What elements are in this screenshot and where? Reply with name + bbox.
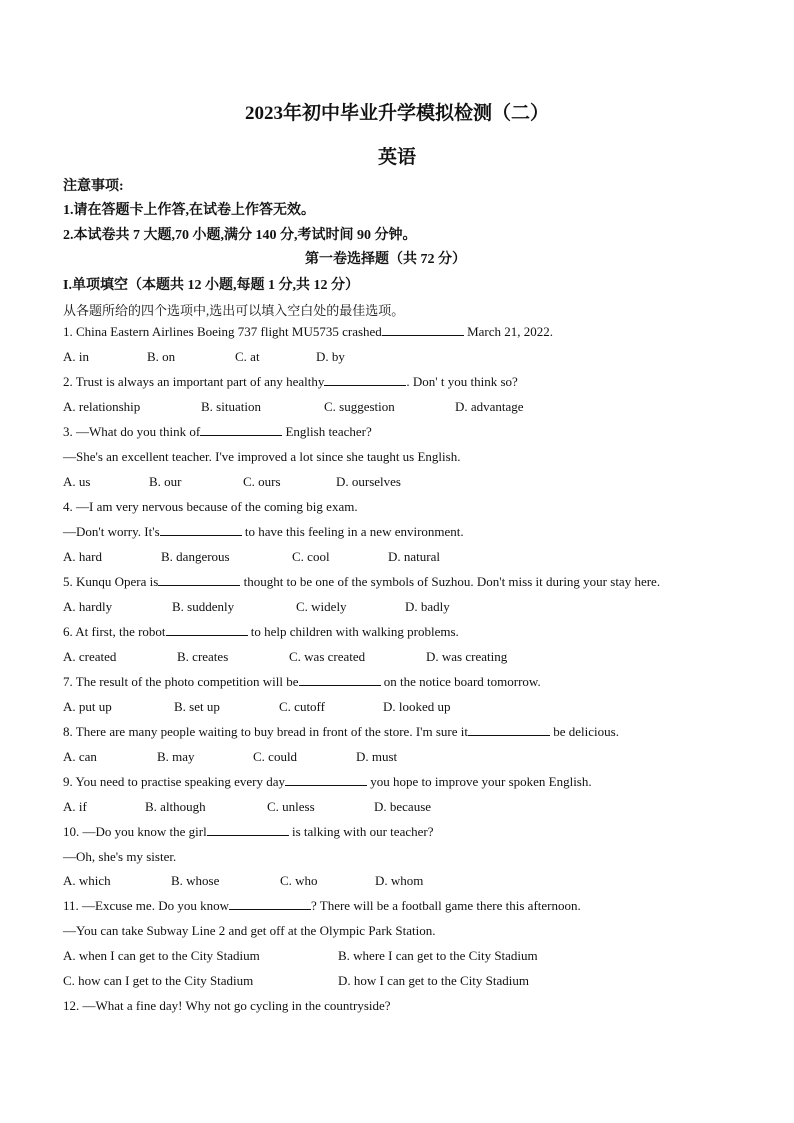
option-d: D. badly bbox=[405, 599, 450, 614]
options-5 bbox=[63, 599, 763, 617]
option-d: D. because bbox=[374, 799, 432, 814]
option-b: B. on bbox=[147, 349, 176, 364]
option-a: A. when I can get to the City Stadium bbox=[63, 948, 260, 963]
question-12: 12. —What a fine day! Why not go cycling in the countryside? bbox=[63, 998, 391, 1013]
question-3: 3. —What do you think of English teacher? bbox=[63, 424, 372, 439]
option-d: D. natural bbox=[388, 549, 440, 564]
options-7 bbox=[63, 699, 763, 717]
option-d: D. how I can get to the City Stadium bbox=[338, 973, 530, 988]
answer-blank bbox=[299, 674, 381, 686]
option-c: C. ours bbox=[243, 474, 281, 489]
exam-title: 2023年初中毕业升学模拟检测（二） bbox=[244, 103, 549, 124]
option-c: C. cool bbox=[292, 549, 330, 564]
answer-blank bbox=[382, 324, 464, 336]
option-c: C. unless bbox=[267, 799, 315, 814]
section-title: I.单项填空（本题共 12 小题,每题 1 分,共 12 分） bbox=[63, 278, 359, 293]
option-b: B. dangerous bbox=[161, 549, 230, 564]
option-c: C. suggestion bbox=[324, 399, 395, 414]
option-b: B. creates bbox=[177, 649, 229, 664]
answer-blank bbox=[207, 824, 289, 836]
option-b: B. although bbox=[145, 799, 206, 814]
option-a: A. hard bbox=[63, 549, 102, 564]
option-c: C. was created bbox=[289, 649, 366, 664]
answer-blank bbox=[285, 774, 367, 786]
option-c: C. how can I get to the City Stadium bbox=[63, 973, 254, 988]
options-3 bbox=[63, 474, 763, 492]
answer-blank bbox=[468, 724, 550, 736]
option-d: D. must bbox=[356, 749, 398, 764]
question-10: 10. —Do you know the girl is talking with our teacher? bbox=[63, 824, 434, 839]
options-4 bbox=[63, 549, 763, 567]
question-11: 11. —Excuse me. Do you know ? There will be a football game there this afternoon. bbox=[63, 898, 581, 913]
answer-blank bbox=[229, 898, 311, 910]
options-9 bbox=[63, 799, 763, 817]
options-11-row-1 bbox=[63, 948, 763, 966]
option-b: B. whose bbox=[171, 873, 220, 888]
question-2: 2. Trust is always an important part of any healthy . Don' t you think so? bbox=[63, 374, 518, 389]
option-c: C. cutoff bbox=[279, 699, 325, 714]
question-7: 7. The result of the photo competition will be on the notice board tomorrow. bbox=[63, 674, 541, 689]
answer-blank bbox=[166, 624, 248, 636]
option-d: D. was creating bbox=[426, 649, 508, 664]
question-11-response: —You can take Subway Line 2 and get off at the Olympic Park Station. bbox=[63, 923, 436, 938]
option-a: A. created bbox=[63, 649, 117, 664]
option-d: D. looked up bbox=[383, 699, 451, 714]
option-c: C. who bbox=[280, 873, 318, 888]
subject-title: 英语 bbox=[377, 147, 416, 168]
question-1: 1. China Eastern Airlines Boeing 737 flight MU5735 crashed March 21, 2022. bbox=[63, 324, 553, 339]
option-a: A. in bbox=[63, 349, 89, 364]
option-a: A. if bbox=[63, 799, 87, 814]
option-b: B. where I can get to the City Stadium bbox=[338, 948, 538, 963]
answer-blank bbox=[160, 524, 242, 536]
options-8 bbox=[63, 749, 763, 767]
section-instruction: 从各题所给的四个选项中,选出可以填入空白处的最佳选项。 bbox=[63, 303, 405, 318]
options-6 bbox=[63, 649, 763, 667]
option-a: A. which bbox=[63, 873, 111, 888]
answer-blank bbox=[200, 424, 282, 436]
question-6: 6. At first, the robot to help children with walking problems. bbox=[63, 624, 459, 639]
options-2 bbox=[63, 399, 763, 417]
options-1 bbox=[63, 349, 763, 367]
option-c: C. widely bbox=[296, 599, 347, 614]
option-d: D. by bbox=[316, 349, 345, 364]
question-4-response: —Don't worry. It's to have this feeling in a new environment. bbox=[63, 524, 464, 539]
option-a: A. relationship bbox=[63, 399, 141, 414]
option-d: D. advantage bbox=[455, 399, 524, 414]
option-b: B. set up bbox=[174, 699, 220, 714]
question-9: 9. You need to practise speaking every day you hope to improve your spoken English. bbox=[63, 774, 592, 789]
question-3-response: —She's an excellent teacher. I've improved a lot since she taught us English. bbox=[63, 449, 461, 464]
option-c: C. at bbox=[235, 349, 260, 364]
option-a: A. put up bbox=[63, 699, 112, 714]
note-1: 1.请在答题卡上作答,在试卷上作答无效。 bbox=[63, 203, 315, 218]
option-a: A. us bbox=[63, 474, 91, 489]
note-2: 2.本试卷共 7 大题,70 小题,满分 140 分,考试时间 90 分钟。 bbox=[63, 228, 417, 243]
option-c: C. could bbox=[253, 749, 298, 764]
options-11-row-2 bbox=[63, 973, 763, 991]
option-a: A. hardly bbox=[63, 599, 113, 614]
question-10-response: —Oh, she's my sister. bbox=[63, 849, 177, 864]
option-d: D. ourselves bbox=[336, 474, 401, 489]
question-5: 5. Kunqu Opera is thought to be one of the symbols of Suzhou. Don't miss it during your stay here. bbox=[63, 574, 661, 589]
options-10 bbox=[63, 873, 763, 891]
volume-title: 第一卷选择题（共 72 分） bbox=[305, 252, 466, 267]
option-a: A. can bbox=[63, 749, 97, 764]
notes-heading: 注意事项: bbox=[63, 179, 124, 194]
option-b: B. our bbox=[149, 474, 182, 489]
answer-blank bbox=[158, 574, 240, 586]
option-b: B. suddenly bbox=[172, 599, 235, 614]
answer-blank bbox=[324, 374, 406, 386]
question-8: 8. There are many people waiting to buy bread in front of the store. I'm sure it be delicious. bbox=[63, 724, 619, 739]
question-4: 4. —I am very nervous because of the coming big exam. bbox=[63, 499, 358, 514]
option-b: B. situation bbox=[201, 399, 261, 414]
option-b: B. may bbox=[157, 749, 195, 764]
option-d: D. whom bbox=[375, 873, 424, 888]
